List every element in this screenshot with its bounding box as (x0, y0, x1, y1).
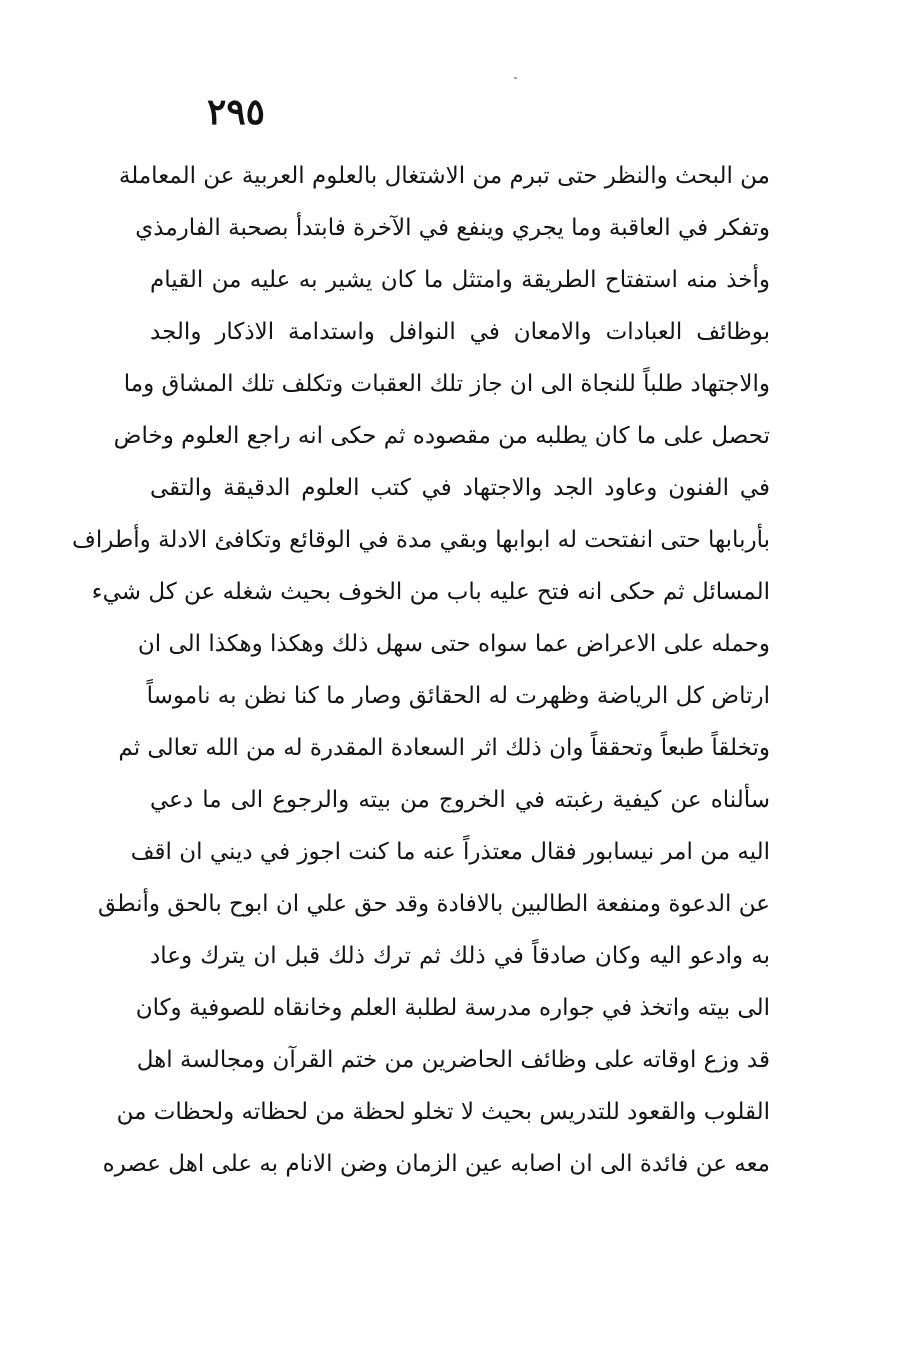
text-line: وتخلقاً طبعاً وتحققاً وان ذلك اثر السعادة المقدرة له من الله تعالى ثم (118, 735, 770, 761)
text-line: الى بيته واتخذ في جواره مدرسة لطلبة العلم وخانقاه للصوفية وكان (135, 995, 770, 1021)
text-line: المسائل ثم حكى انه فتح عليه باب من الخوف بحيث شغله عن كل شيء (91, 579, 770, 605)
text-line: به وادعو اليه وكان صادقاً في ذلك ثم ترك ذلك قبل ان يترك وعاد (150, 943, 770, 969)
text-line: اليه من امر نيسابور فقال معتذراً عنه ما كنت اجوز في ديني ان اقف (130, 839, 770, 865)
text-line: وتفكر في العاقبة وما يجري وينفع في الآخرة فابتدأ بصحبة الفارمذي (135, 215, 770, 241)
text-line: تحصل على ما كان يطلبه من مقصوده ثم حكى انه راجع العلوم وخاض (113, 423, 770, 449)
text-line: وحمله على الاعراض عما سواه حتى سهل ذلك وهكذا وهكذا الى ان (137, 631, 770, 657)
text-line: والاجتهاد طلباً للنجاة الى ان جاز تلك العقبات وتكلف تلك المشاق وما (123, 371, 770, 397)
text-line: بأربابها حتى انفتحت له ابوابها وبقي مدة في الوقائع وتكافئ الادلة وأطراف (72, 527, 770, 553)
text-line: وأخذ منه استفتاح الطريقة وامتثل ما كان يشير به عليه من القيام (150, 267, 770, 293)
text-line: ارتاض كل الرياضة وظهرت له الحقائق وصار ما كنا نظن به ناموساً (146, 683, 770, 709)
ink-speck (514, 77, 517, 79)
text-line: قد وزع اوقاته على وظائف الحاضرين من ختم القرآن ومجالسة اهل (136, 1047, 770, 1073)
text-line: عن الدعوة ومنفعة الطالبين بالافادة وقد حق علي ان ابوح بالحق وأنطق (98, 891, 770, 917)
page-number: ٢٩٥ (206, 91, 265, 133)
text-line: القلوب والقعود للتدريس بحيث لا تخلو لحظة من لحظاته ولحظات من (116, 1099, 770, 1125)
text-line: سألناه عن كيفية رغبته في الخروج من بيته والرجوع الى ما دعي (150, 787, 770, 813)
text-line: معه عن فائدة الى ان اصابه عين الزمان وضن الانام به على اهل عصره (102, 1151, 770, 1177)
text-line: في الفنون وعاود الجد والاجتهاد في كتب العلوم الدقيقة والتقى (150, 475, 770, 501)
text-line: من البحث والنظر حتى تبرم من الاشتغال بالعلوم العربية عن المعاملة (118, 163, 770, 189)
text-line: بوظائف العبادات والامعان في النوافل واستدامة الاذكار والجد (150, 319, 770, 345)
body-text (72, 150, 770, 1190)
